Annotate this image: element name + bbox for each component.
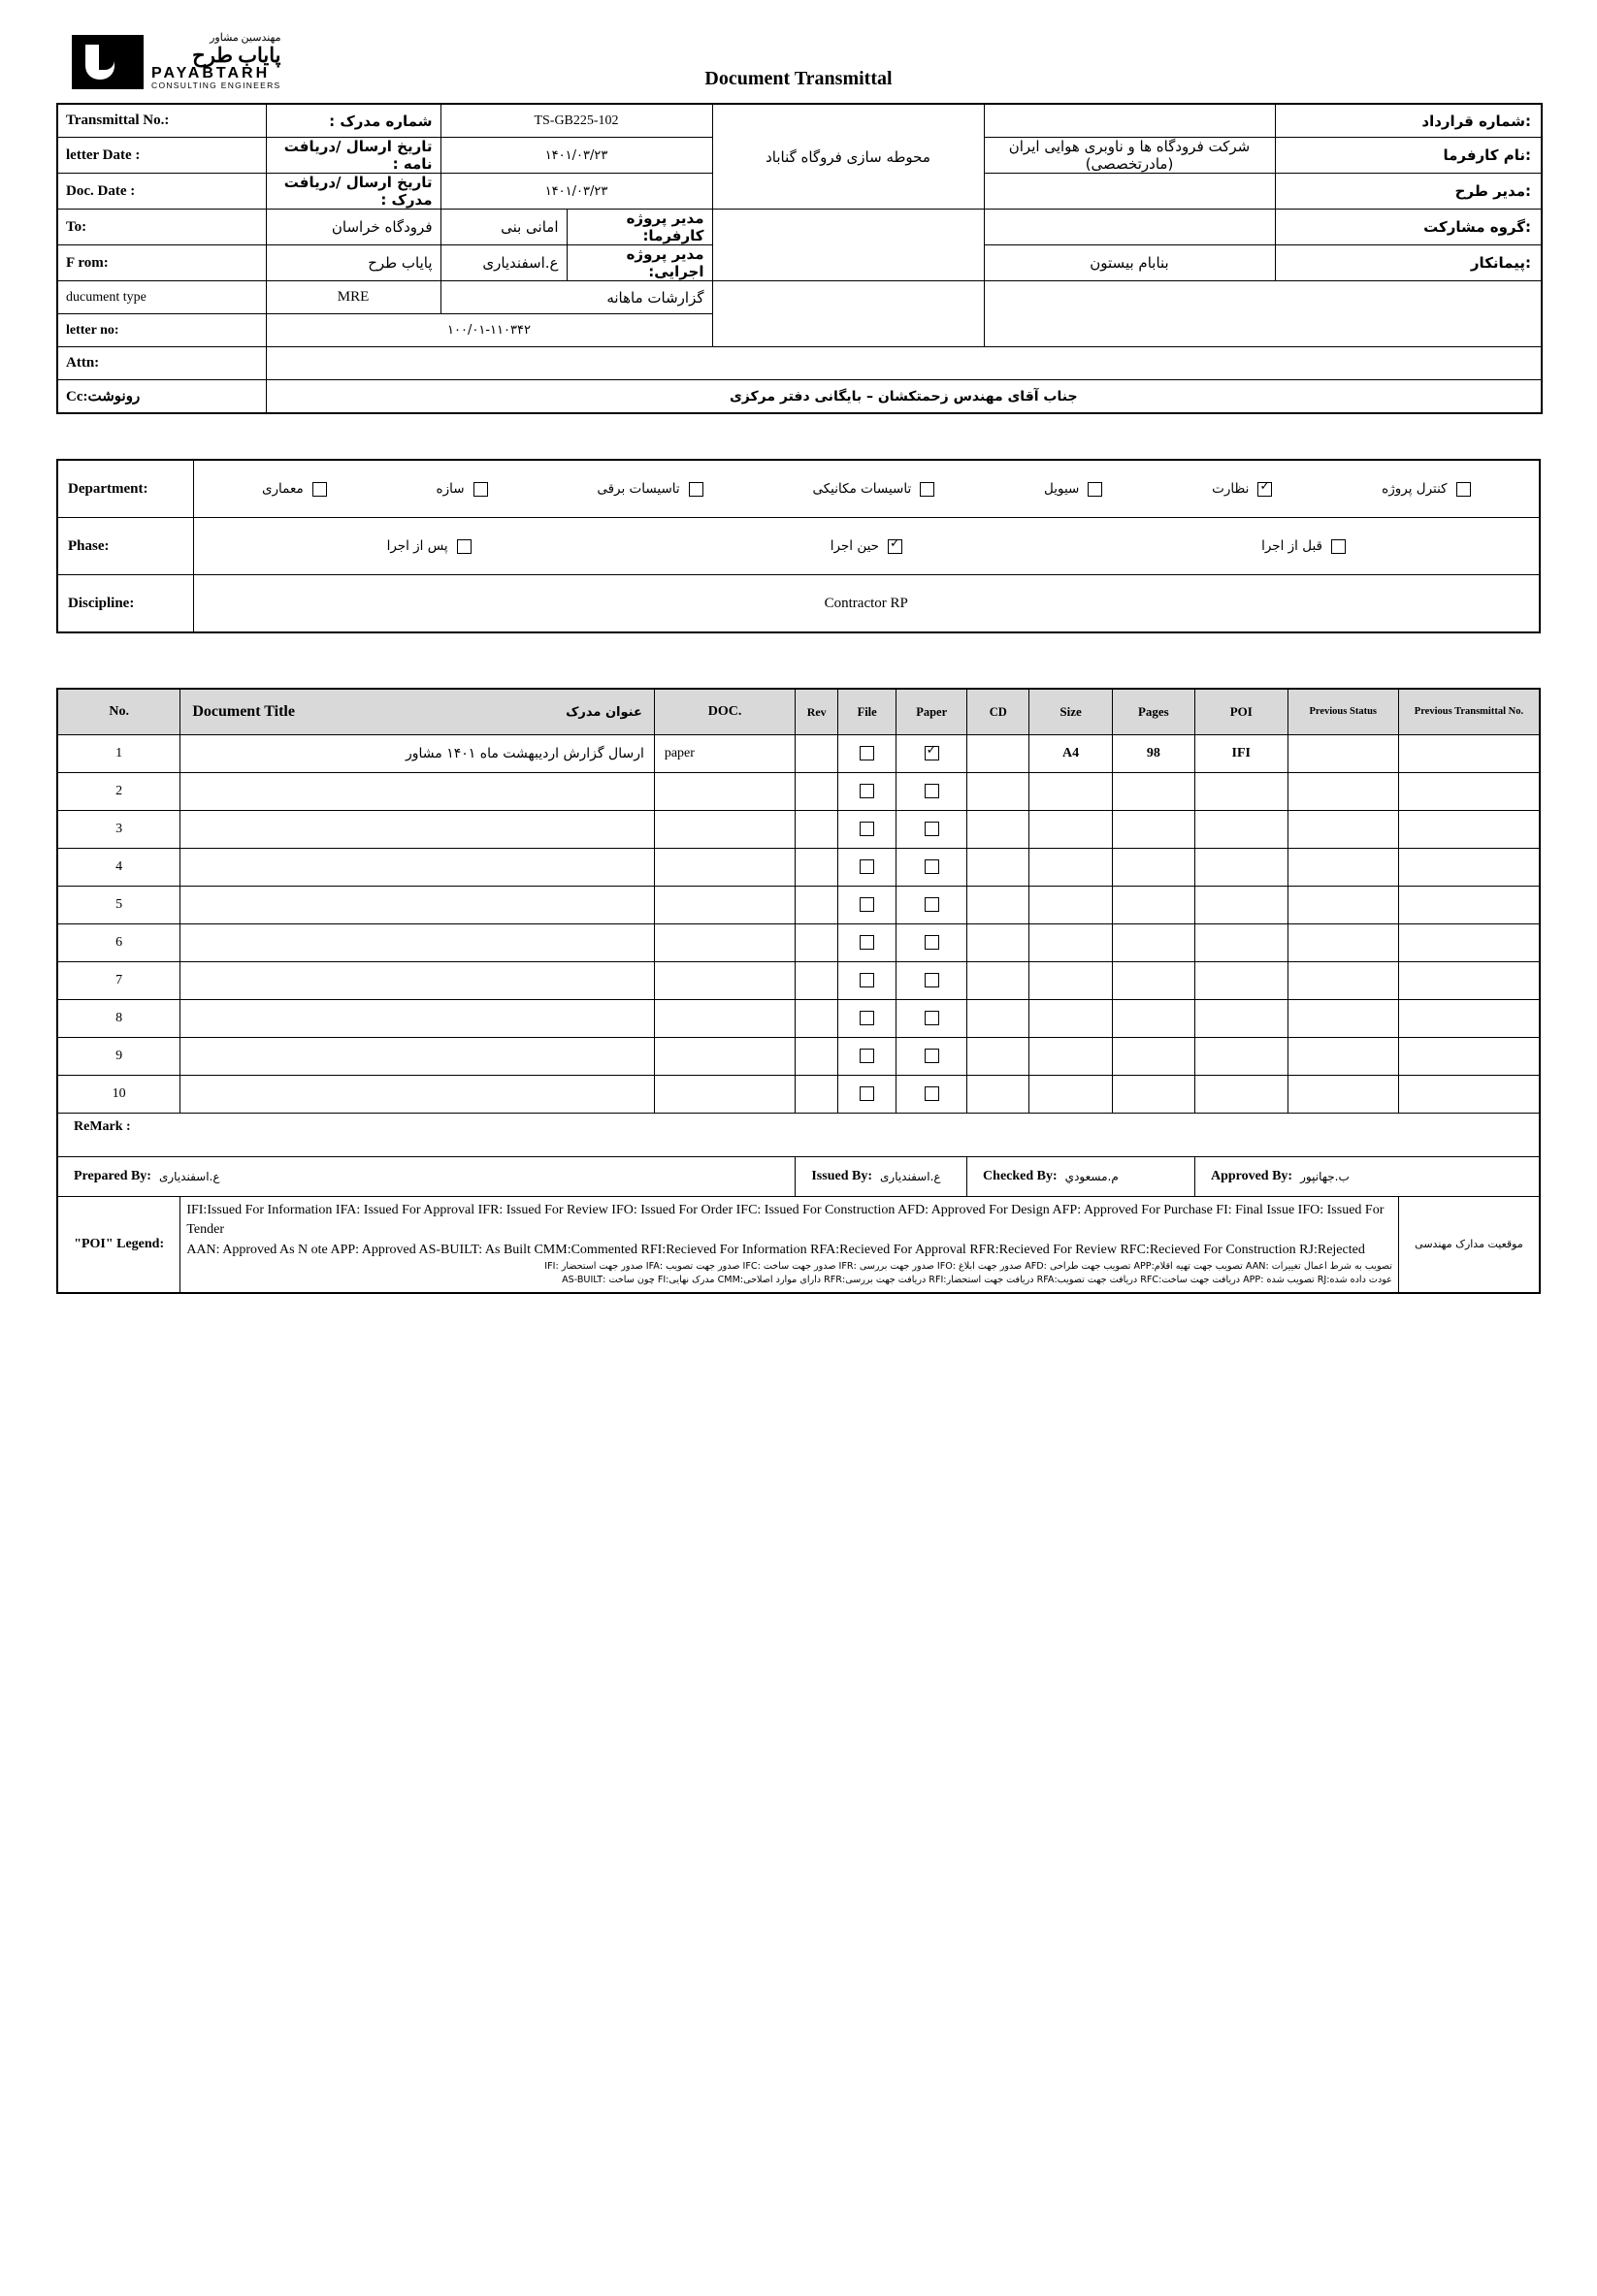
cell-no: 2 — [57, 773, 180, 811]
checkbox-icon[interactable] — [925, 1086, 939, 1101]
cell-file[interactable] — [838, 962, 896, 1000]
cell-rev — [796, 962, 838, 1000]
cell-doc — [654, 887, 796, 924]
checkbox-icon[interactable] — [860, 897, 874, 912]
checkbox-icon[interactable] — [473, 482, 488, 497]
cell-previous-transmittal — [1398, 1000, 1540, 1038]
cell-title — [180, 962, 655, 1000]
cell-paper[interactable] — [896, 887, 967, 924]
cell-poi — [1194, 924, 1287, 962]
checkbox-icon[interactable] — [860, 1086, 874, 1101]
cell-cd — [967, 1038, 1029, 1076]
cell-doc — [654, 1076, 796, 1114]
table-row — [57, 773, 1540, 811]
cell-previous-status — [1287, 962, 1398, 1000]
dept-option-project-control[interactable] — [1382, 481, 1470, 497]
table-row — [57, 1000, 1540, 1038]
legend-label: "POI" Legend: — [57, 1197, 180, 1293]
dept-option-supervision[interactable] — [1212, 481, 1272, 497]
table-row — [57, 962, 1540, 1000]
col-size: Size — [1029, 689, 1112, 735]
cell-previous-status — [1287, 773, 1398, 811]
cell-rev — [796, 1076, 838, 1114]
dept-option-label: تاسیسات مکانیکی — [812, 481, 912, 497]
cell-doc — [654, 1038, 796, 1076]
label-letter-no: letter no: — [57, 314, 266, 347]
cell-title — [180, 1076, 655, 1114]
cell-file[interactable] — [838, 1076, 896, 1114]
issued-by-cell — [796, 1157, 967, 1197]
cell-paper[interactable] — [896, 924, 967, 962]
cell-previous-status — [1287, 924, 1398, 962]
project-title: محوطه سازی فروگاه گناباد — [712, 104, 984, 210]
label-prepared-by: Prepared By: — [74, 1169, 151, 1183]
documents-table — [56, 688, 1541, 1294]
department-row — [57, 460, 1540, 518]
cell-poi: IFI — [1194, 735, 1287, 773]
info-row-attn — [57, 347, 1542, 380]
cell-pages — [1112, 924, 1194, 962]
cell-size: A4 — [1029, 735, 1112, 773]
label-attn: Attn: — [57, 347, 266, 380]
checked-by-cell — [967, 1157, 1195, 1197]
label-transmittal-no: Transmittal No.: — [57, 104, 266, 138]
phase-option-during-execution[interactable] — [831, 538, 902, 554]
value-issued-by: ع.اسفندیاری — [880, 1170, 941, 1183]
cell-cd — [967, 773, 1029, 811]
phase-option-label: پس از اجرا — [386, 538, 448, 554]
department-options — [193, 460, 1540, 518]
mid-blank-cell-2 — [712, 281, 984, 347]
prepared-by-cell — [57, 1157, 796, 1197]
cell-size — [1029, 1038, 1112, 1076]
cell-poi — [1194, 887, 1287, 924]
page-header — [56, 27, 1541, 103]
checkbox-icon[interactable] — [925, 859, 939, 874]
col-pages: Pages — [1112, 689, 1194, 735]
label-to: To: — [57, 210, 266, 245]
dept-option-label: سیویل — [1044, 481, 1080, 497]
legend-en-line-1: IFI:Issued For Information IFA: Issued For Approval IFR: Issued For Review IFO: Issued For Order IFC: Issued For Construction AFD: Approved For Design AFP: Approved For Purchase FI: Final Issue IFO: Issued For Tender — [186, 1203, 1385, 1238]
checkbox-icon[interactable] — [860, 784, 874, 798]
col-doc: DOC. — [654, 689, 796, 735]
checkbox-icon[interactable] — [1088, 482, 1102, 497]
cell-title — [180, 924, 655, 962]
value-employer-pm-name: امانی بنی — [440, 210, 567, 245]
cell-paper[interactable] — [896, 1038, 967, 1076]
cell-title — [180, 849, 655, 887]
mid-blank-cell — [712, 210, 984, 281]
checkbox-icon[interactable] — [925, 935, 939, 950]
label-employer-name: نام کارفرما: — [1275, 138, 1542, 174]
col-no: No. — [57, 689, 180, 735]
label-approved-by: Approved By: — [1210, 1169, 1293, 1183]
cell-no: 10 — [57, 1076, 180, 1114]
label-contract-no: شماره قرارداد: — [1275, 104, 1542, 138]
table-row — [57, 1076, 1540, 1114]
cell-doc — [654, 849, 796, 887]
phase-option-label: قبل از اجرا — [1261, 538, 1322, 554]
checkbox-icon[interactable] — [925, 1011, 939, 1025]
department-phase-table — [56, 459, 1541, 633]
dept-option-label: کنترل پروژه — [1382, 481, 1448, 497]
cell-previous-status — [1287, 1000, 1398, 1038]
cell-rev — [796, 849, 838, 887]
col-poi: POI — [1194, 689, 1287, 735]
logo-line-1: مهندسین مشاور — [210, 32, 281, 44]
cell-paper[interactable] — [896, 1000, 967, 1038]
cell-title — [180, 811, 655, 849]
cell-previous-status — [1287, 887, 1398, 924]
label-letter-date: letter Date : — [57, 138, 266, 174]
value-prepared-by: ع.اسفندیاری — [158, 1170, 220, 1183]
value-letter-no: ۱۰۰/۰۱-۱۱۰۳۴۲ — [266, 314, 712, 347]
cell-size — [1029, 849, 1112, 887]
cell-no: 4 — [57, 849, 180, 887]
col-paper: Paper — [896, 689, 967, 735]
cell-previous-transmittal — [1398, 811, 1540, 849]
cell-size — [1029, 887, 1112, 924]
cell-no: 6 — [57, 924, 180, 962]
col-file: File — [838, 689, 896, 735]
label-doc-date: Doc. Date : — [57, 174, 266, 210]
cell-rev — [796, 811, 838, 849]
cell-previous-transmittal — [1398, 924, 1540, 962]
checkbox-icon[interactable] — [1331, 539, 1346, 554]
cell-previous-transmittal — [1398, 735, 1540, 773]
dept-option-structure[interactable] — [437, 481, 488, 497]
cell-pages — [1112, 962, 1194, 1000]
logo-line-4: CONSULTING ENGINEERS — [151, 81, 281, 91]
info-row-transmittal-no — [57, 104, 1542, 138]
value-letter-date: ۱۴۰۱/۰۳/۲۳ — [440, 138, 712, 174]
cell-size — [1029, 962, 1112, 1000]
cell-pages — [1112, 811, 1194, 849]
label-discipline: Discipline: — [57, 575, 193, 633]
document-page — [0, 27, 1597, 2296]
dept-option-civil[interactable] — [1044, 481, 1102, 497]
checkbox-icon[interactable] — [925, 784, 939, 798]
checkbox-icon[interactable] — [860, 746, 874, 760]
label-joint-venture: گروه مشارکت: — [1275, 210, 1542, 245]
checkbox-icon[interactable] — [860, 935, 874, 950]
cell-previous-status — [1287, 811, 1398, 849]
cell-previous-transmittal — [1398, 1038, 1540, 1076]
cell-cd — [967, 1000, 1029, 1038]
value-executive-pm-name: ع.اسفندیاری — [440, 245, 567, 281]
value-checked-by: م.مسعودي — [1064, 1170, 1119, 1183]
cell-rev — [796, 1000, 838, 1038]
cell-doc — [654, 773, 796, 811]
info-row-cc — [57, 380, 1542, 414]
cell-doc: paper — [654, 735, 796, 773]
cell-paper[interactable] — [896, 849, 967, 887]
cell-no: 1 — [57, 735, 180, 773]
label-phase: Phase: — [57, 518, 193, 575]
value-approved-by: ب.جهانپور — [1300, 1170, 1350, 1183]
col-rev: Rev — [796, 689, 838, 735]
cell-poi — [1194, 1076, 1287, 1114]
phase-row — [57, 518, 1540, 575]
cell-size — [1029, 773, 1112, 811]
checkbox-checked-icon[interactable] — [1257, 482, 1272, 497]
logo-line-2: پایاب طرح — [192, 43, 281, 67]
value-attn — [266, 347, 1542, 380]
remark-label: ReMark : — [57, 1114, 1540, 1157]
col-previous-status: Previous Status — [1287, 689, 1398, 735]
label-executive-pm: مدیر پروژه اجرایی: — [567, 245, 712, 281]
cell-file[interactable] — [838, 924, 896, 962]
label-letter-date-fa: تاریخ ارسال /دریافت نامه : — [266, 138, 440, 174]
cell-file[interactable] — [838, 849, 896, 887]
checkbox-icon[interactable] — [925, 1049, 939, 1063]
cell-title — [180, 773, 655, 811]
value-contract-no — [984, 104, 1275, 138]
signature-row — [57, 1157, 1540, 1197]
dept-option-label: معماری — [261, 481, 304, 497]
legend-side-text: موقعیت مدارک مهندسی — [1398, 1197, 1540, 1293]
cell-paper[interactable] — [896, 1076, 967, 1114]
value-from: پایاب طرح — [266, 245, 440, 281]
col-previous-transmittal: Previous Transmittal No. — [1398, 689, 1540, 735]
legend-row — [57, 1197, 1540, 1293]
value-doc-date: ۱۴۰۱/۰۳/۲۳ — [440, 174, 712, 210]
cell-size — [1029, 924, 1112, 962]
cell-previous-transmittal — [1398, 1076, 1540, 1114]
label-from: F rom: — [57, 245, 266, 281]
checkbox-icon[interactable] — [312, 482, 327, 497]
cell-poi — [1194, 811, 1287, 849]
table-row — [57, 887, 1540, 924]
cell-size — [1029, 1076, 1112, 1114]
label-doc-date-fa: تاریخ ارسال /دریافت مدرک : — [266, 174, 440, 210]
dept-option-label: نظارت — [1212, 481, 1250, 497]
cell-file[interactable] — [838, 773, 896, 811]
documents-table-header — [57, 689, 1540, 735]
legend-content — [180, 1197, 1399, 1293]
cell-no: 8 — [57, 1000, 180, 1038]
col-cd: CD — [967, 689, 1029, 735]
checkbox-icon[interactable] — [860, 1049, 874, 1063]
cell-paper[interactable] — [896, 735, 967, 773]
value-to: فرودگاه خراسان — [266, 210, 440, 245]
cell-doc — [654, 811, 796, 849]
phase-option-label: حین اجرا — [830, 538, 880, 554]
label-issued-by: Issued By: — [811, 1169, 872, 1183]
cell-previous-transmittal — [1398, 773, 1540, 811]
discipline-row — [57, 575, 1540, 633]
info-row-to — [57, 210, 1542, 245]
cell-file[interactable] — [838, 735, 896, 773]
blank-right-cell — [984, 281, 1542, 347]
cell-file[interactable] — [838, 1038, 896, 1076]
cell-rev — [796, 773, 838, 811]
table-row — [57, 1038, 1540, 1076]
cell-poi — [1194, 849, 1287, 887]
cell-no: 5 — [57, 887, 180, 924]
checkbox-icon[interactable] — [689, 482, 703, 497]
info-row-document-type — [57, 281, 1542, 314]
col-document-title-fa: عنوان مدرک — [566, 704, 642, 720]
cell-previous-status — [1287, 1038, 1398, 1076]
label-contractor: پیمانکار: — [1275, 245, 1542, 281]
checkbox-checked-icon[interactable] — [925, 746, 939, 760]
label-transmittal-no-fa: شماره مدرک : — [266, 104, 440, 138]
cell-no: 9 — [57, 1038, 180, 1076]
cell-file[interactable] — [838, 811, 896, 849]
cell-pages — [1112, 1000, 1194, 1038]
approved-by-cell — [1194, 1157, 1540, 1197]
cell-paper[interactable] — [896, 811, 967, 849]
cell-pages: 98 — [1112, 735, 1194, 773]
checkbox-icon[interactable] — [860, 822, 874, 836]
checkbox-icon[interactable] — [860, 1011, 874, 1025]
cell-cd — [967, 924, 1029, 962]
value-document-type: MRE — [266, 281, 440, 314]
cell-title — [180, 1038, 655, 1076]
cell-doc — [654, 962, 796, 1000]
cell-rev — [796, 924, 838, 962]
cell-rev — [796, 887, 838, 924]
dept-option-label: سازه — [436, 481, 465, 497]
dept-option-mechanical[interactable] — [812, 481, 934, 497]
cell-title — [180, 887, 655, 924]
checkbox-icon[interactable] — [925, 822, 939, 836]
transmittal-info-table — [56, 103, 1543, 414]
cell-poi — [1194, 1000, 1287, 1038]
cell-previous-transmittal — [1398, 962, 1540, 1000]
cell-title — [180, 1000, 655, 1038]
phase-options — [193, 518, 1540, 575]
label-document-type: ducument type — [57, 281, 266, 314]
value-document-type-fa: گزارشات ماهانه — [440, 281, 712, 314]
cell-size — [1029, 1000, 1112, 1038]
cell-paper[interactable] — [896, 773, 967, 811]
checkbox-checked-icon[interactable] — [888, 539, 902, 554]
value-employer-name: شرکت فرودگاه ها و ناوبری هوایی ایران (مادرتخصصی) — [984, 138, 1275, 174]
value-joint-venture — [984, 210, 1275, 245]
checkbox-icon[interactable] — [1456, 482, 1471, 497]
cell-previous-transmittal — [1398, 887, 1540, 924]
value-discipline: Contractor RP — [193, 575, 1540, 633]
dept-option-architecture[interactable] — [262, 481, 327, 497]
cell-previous-status — [1287, 849, 1398, 887]
cell-doc — [654, 924, 796, 962]
phase-option-after-execution[interactable] — [387, 538, 472, 554]
table-row — [57, 924, 1540, 962]
table-row — [57, 735, 1540, 773]
checkbox-icon[interactable] — [925, 973, 939, 987]
table-row — [57, 849, 1540, 887]
col-document-title-en: Document Title — [192, 703, 295, 720]
checkbox-icon[interactable] — [860, 859, 874, 874]
cell-pages — [1112, 773, 1194, 811]
dept-option-label: تاسیسات برقی — [597, 481, 680, 497]
cell-previous-status — [1287, 735, 1398, 773]
checkbox-icon[interactable] — [925, 897, 939, 912]
label-cc: Cc:رونوشت — [57, 380, 266, 414]
label-department: Department: — [57, 460, 193, 518]
logo-line-3: PAYABTARH — [151, 64, 271, 81]
table-row — [57, 811, 1540, 849]
cell-poi — [1194, 773, 1287, 811]
cell-cd — [967, 735, 1029, 773]
checkbox-icon[interactable] — [457, 539, 472, 554]
cell-paper[interactable] — [896, 962, 967, 1000]
cell-poi — [1194, 1038, 1287, 1076]
cell-cd — [967, 887, 1029, 924]
value-contractor: بنابام بیستون — [984, 245, 1275, 281]
label-project-manager: مدیر طرح: — [1275, 174, 1542, 210]
value-project-manager — [984, 174, 1275, 210]
remark-row — [57, 1114, 1540, 1157]
cell-pages — [1112, 887, 1194, 924]
cell-no: 7 — [57, 962, 180, 1000]
dept-option-electrical[interactable] — [597, 481, 702, 497]
legend-fa-line-1: تصویب به شرط اعمال تغییرات :AAN تصویب جهت تهیه اقلام:APP تصویب جهت طراحی :AFD صدور جهت ابلاغ :IFO صدور جهت بررسی :IFR صدور جهت ساخت :IFC صدور جهت تصویب :IFA صدور جهت استحضار :IFI — [544, 1260, 1392, 1272]
page-title: Document Transmittal — [704, 68, 893, 89]
legend-fa-line-2: عودت داده شده:RJ تصویب شده :APP دریافت جهت ساخت:RFC دریافت جهت تصویب:RFA دریافت جهت استحضار:RFI دریافت جهت بررسی:RFR دارای موارد اصلاحی:CMM مدرک نهایی:FI چون ساخت :AS-BUILT — [562, 1275, 1392, 1286]
cell-file[interactable] — [838, 1000, 896, 1038]
cell-no: 3 — [57, 811, 180, 849]
value-cc: جناب آقای مهندس زحمتکشان – بایگانی دفتر مرکزی — [266, 380, 1542, 414]
legend-en-line-2: AAN: Approved As N ote APP: Approved AS-BUILT: As Built CMM:Commented RFI:Recieved For Information RFA:Recieved For Approval RFR:Recieved For Review RFC:Recieved For Construction RJ:Rejected — [186, 1242, 1365, 1257]
cell-cd — [967, 962, 1029, 1000]
checkbox-icon[interactable] — [860, 973, 874, 987]
value-transmittal-no: TS-GB225-102 — [440, 104, 712, 138]
cell-rev — [796, 1038, 838, 1076]
label-checked-by: Checked By: — [983, 1169, 1058, 1183]
checkbox-icon[interactable] — [920, 482, 934, 497]
phase-option-before-execution[interactable] — [1261, 538, 1346, 554]
cell-poi — [1194, 962, 1287, 1000]
cell-pages — [1112, 1038, 1194, 1076]
cell-file[interactable] — [838, 887, 896, 924]
cell-pages — [1112, 1076, 1194, 1114]
cell-cd — [967, 1076, 1029, 1114]
cell-cd — [967, 811, 1029, 849]
cell-previous-status — [1287, 1076, 1398, 1114]
cell-cd — [967, 849, 1029, 887]
cell-doc — [654, 1000, 796, 1038]
cell-size — [1029, 811, 1112, 849]
cell-rev — [796, 735, 838, 773]
cell-title: ارسال گزارش اردیبهشت ماه ۱۴۰۱ مشاور — [180, 735, 655, 773]
col-document-title — [180, 689, 655, 735]
label-employer-pm: مدیر پروژه کارفرما: — [567, 210, 712, 245]
cell-previous-transmittal — [1398, 849, 1540, 887]
cell-pages — [1112, 849, 1194, 887]
